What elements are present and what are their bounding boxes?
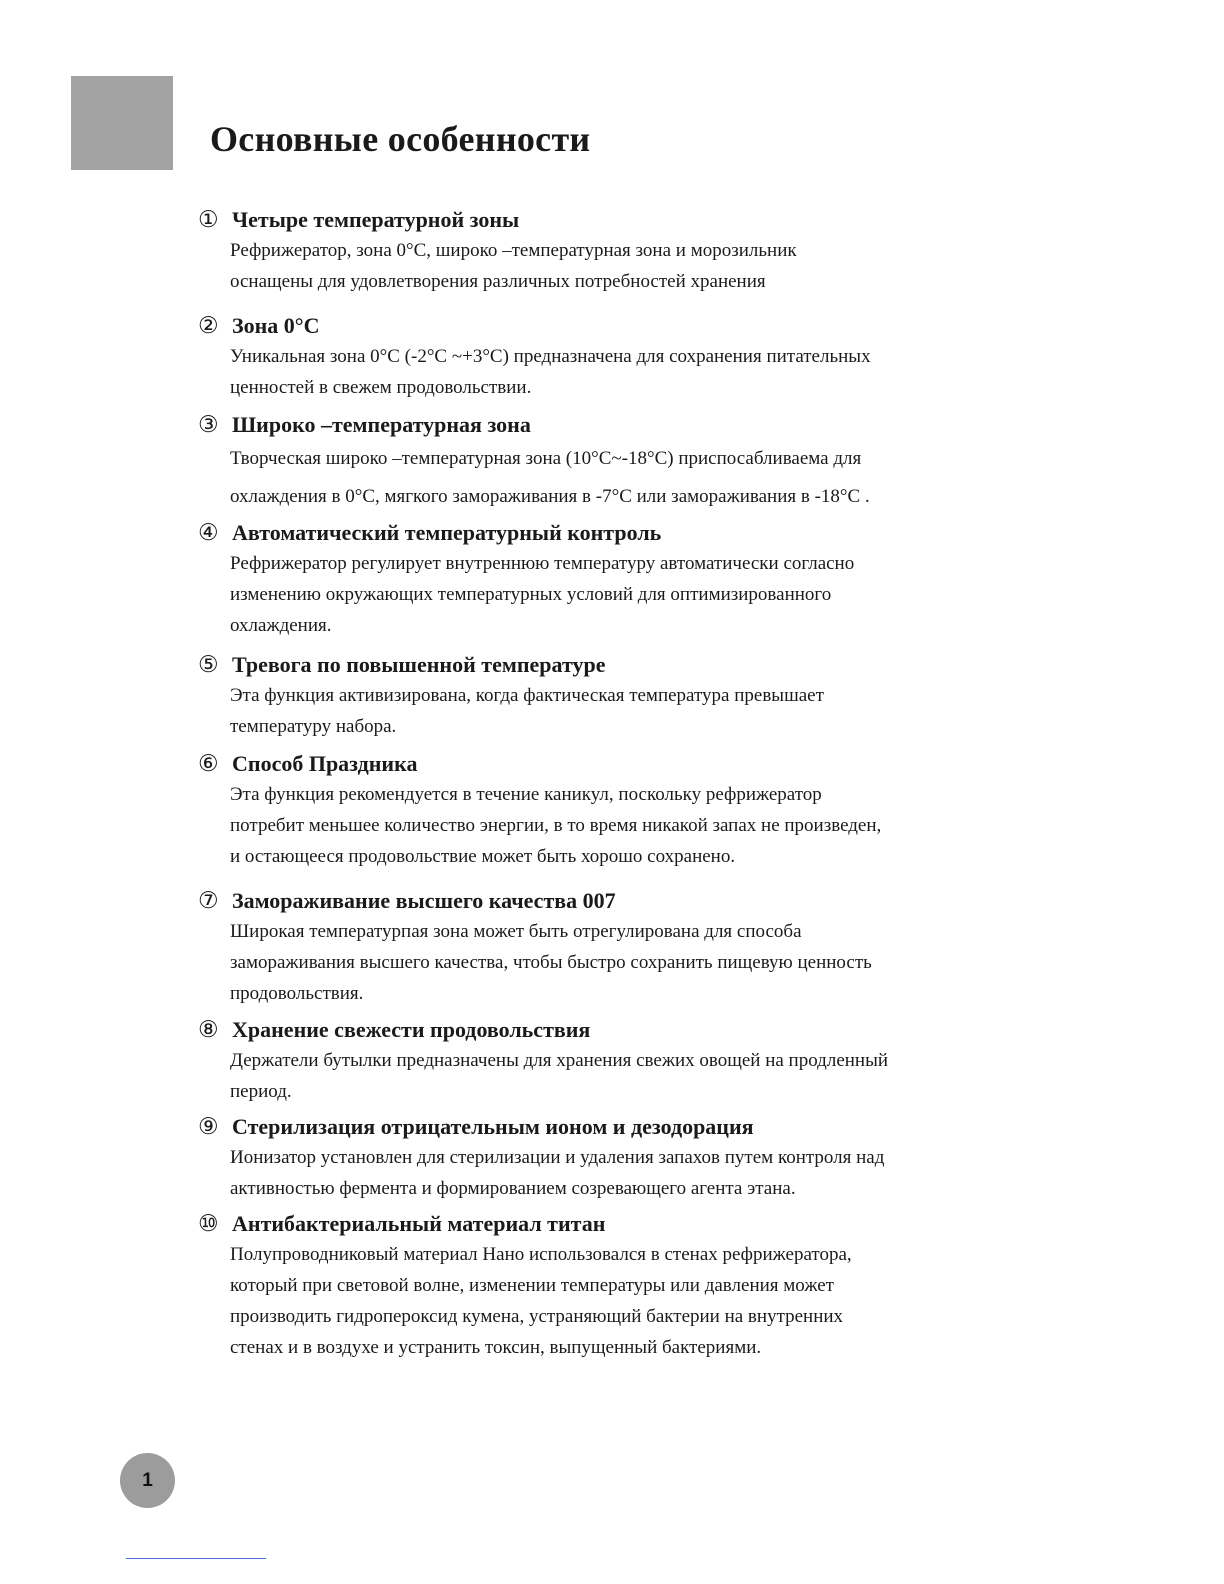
description-line: изменению окружающих температурных условий для оптимизированного (230, 584, 832, 605)
feature-title: Способ Праздника (232, 751, 418, 776)
description-line: Широкая температурпая зона может быть отрегулирована для способа (230, 921, 802, 942)
feature-item (198, 1209, 1018, 1363)
feature-heading (198, 205, 1018, 235)
feature-number: ⑥ (198, 751, 219, 776)
feature-number: ⑦ (198, 888, 219, 913)
feature-heading (198, 650, 1018, 680)
feature-description (230, 1045, 1020, 1107)
feature-heading (198, 886, 1018, 916)
feature-number: ③ (198, 412, 219, 437)
description-line: Творческая широко –температурная зона (10°C~-18°C) приспосабливаема для (230, 448, 862, 469)
feature-heading (198, 1209, 1018, 1239)
feature-description (230, 680, 1020, 742)
description-line: замораживания высшего качества, чтобы быстро сохранить пищевую ценность (230, 952, 872, 973)
feature-heading (198, 311, 1018, 341)
feature-number: ④ (198, 520, 219, 545)
feature-title: Замораживание высшего качества 007 (232, 888, 616, 913)
feature-heading (198, 1112, 1018, 1142)
feature-heading (198, 410, 1018, 440)
description-line: ценностей в свежем продовольствии. (230, 377, 532, 398)
description-line: потребит меньшее количество энергии, в то время никакой запах не произведен, (230, 815, 882, 836)
feature-item (198, 749, 1018, 872)
feature-title: Зона 0°C (232, 313, 320, 338)
description-line: производить гидропероксид кумена, устраняющий бактерии на внутренних (230, 1306, 844, 1327)
feature-description (230, 779, 1020, 872)
description-line: оснащены для удовлетворения различных потребностей хранения (230, 271, 766, 292)
feature-item (198, 205, 1018, 297)
description-line: Держатели бутылки предназначены для хранения свежих овощей на продленный (230, 1050, 889, 1071)
feature-description (230, 235, 1020, 297)
feature-item (198, 311, 1018, 403)
description-line: продовольствия. (230, 983, 364, 1004)
feature-description (230, 1239, 1020, 1363)
description-line: Уникальная зона 0°C (-2°C ~+3°C) предназначена для сохранения питательных (230, 346, 871, 367)
description-line: Рефрижератор регулирует внутреннюю температуру автоматически согласно (230, 553, 855, 574)
feature-number: ⑧ (198, 1017, 219, 1042)
feature-title: Стерилизация отрицательным ионом и дезодорация (232, 1114, 754, 1139)
feature-title: Хранение свежести продовольствия (232, 1017, 591, 1042)
feature-item (198, 1112, 1018, 1204)
feature-heading (198, 749, 1018, 779)
feature-title: Четыре температурной зоны (232, 207, 520, 232)
feature-item (198, 886, 1018, 1009)
description-line: охлаждения. (230, 615, 332, 636)
feature-number: ② (198, 313, 219, 338)
feature-item (198, 410, 1018, 516)
description-line: период. (230, 1081, 292, 1102)
feature-heading (198, 518, 1018, 548)
feature-item (198, 650, 1018, 742)
header-gray-block (71, 76, 173, 170)
description-line: который при световой волне, изменении температуры или давления может (230, 1275, 834, 1296)
description-line: охлаждения в 0°C, мягкого замораживания в -7°C или замораживания в -18°C . (230, 486, 870, 507)
feature-description (230, 440, 1020, 516)
page-title: Основные особенности (210, 119, 591, 159)
description-line: Ионизатор установлен для стерилизации и удаления запахов путем контроля над (230, 1147, 885, 1168)
feature-title: Широко –температурная зона (232, 412, 531, 437)
feature-number: ① (198, 207, 219, 232)
feature-description (230, 1142, 1020, 1204)
feature-description (230, 341, 1020, 403)
feature-number: ⑤ (198, 652, 219, 677)
description-line: Рефрижератор, зона 0°C, широко –температурная зона и морозильник (230, 240, 797, 261)
feature-heading (198, 1015, 1018, 1045)
feature-number: ⑨ (198, 1114, 219, 1139)
feature-title: Антибактериальный материал титан (232, 1211, 606, 1236)
page-number-badge (120, 1453, 175, 1508)
feature-number: ⑩ (198, 1211, 219, 1236)
description-line: Эта функция активизирована, когда фактическая температура превышает (230, 685, 824, 706)
feature-item (198, 1015, 1018, 1107)
description-line: активностью фермента и формированием созревающего агента этана. (230, 1178, 796, 1199)
feature-item (198, 518, 1018, 641)
feature-title: Тревога по повышенной температуре (232, 652, 606, 677)
footer-divider (126, 1558, 266, 1559)
description-line: и остающееся продовольствие может быть хорошо сохранено. (230, 846, 736, 867)
page-number: 1 (142, 1469, 153, 1491)
feature-title: Автоматический температурный контроль (232, 520, 662, 545)
feature-description (230, 916, 1020, 1009)
description-line: Полупроводниковый материал Нано использовался в стенах рефрижератора, (230, 1244, 852, 1265)
description-line: стенах и в воздухе и устранить токсин, выпущенный бактериями. (230, 1337, 762, 1358)
description-line: температуру набора. (230, 716, 397, 737)
description-line: Эта функция рекомендуется в течение каникул, поскольку рефрижератор (230, 784, 822, 805)
feature-description (230, 548, 1020, 641)
